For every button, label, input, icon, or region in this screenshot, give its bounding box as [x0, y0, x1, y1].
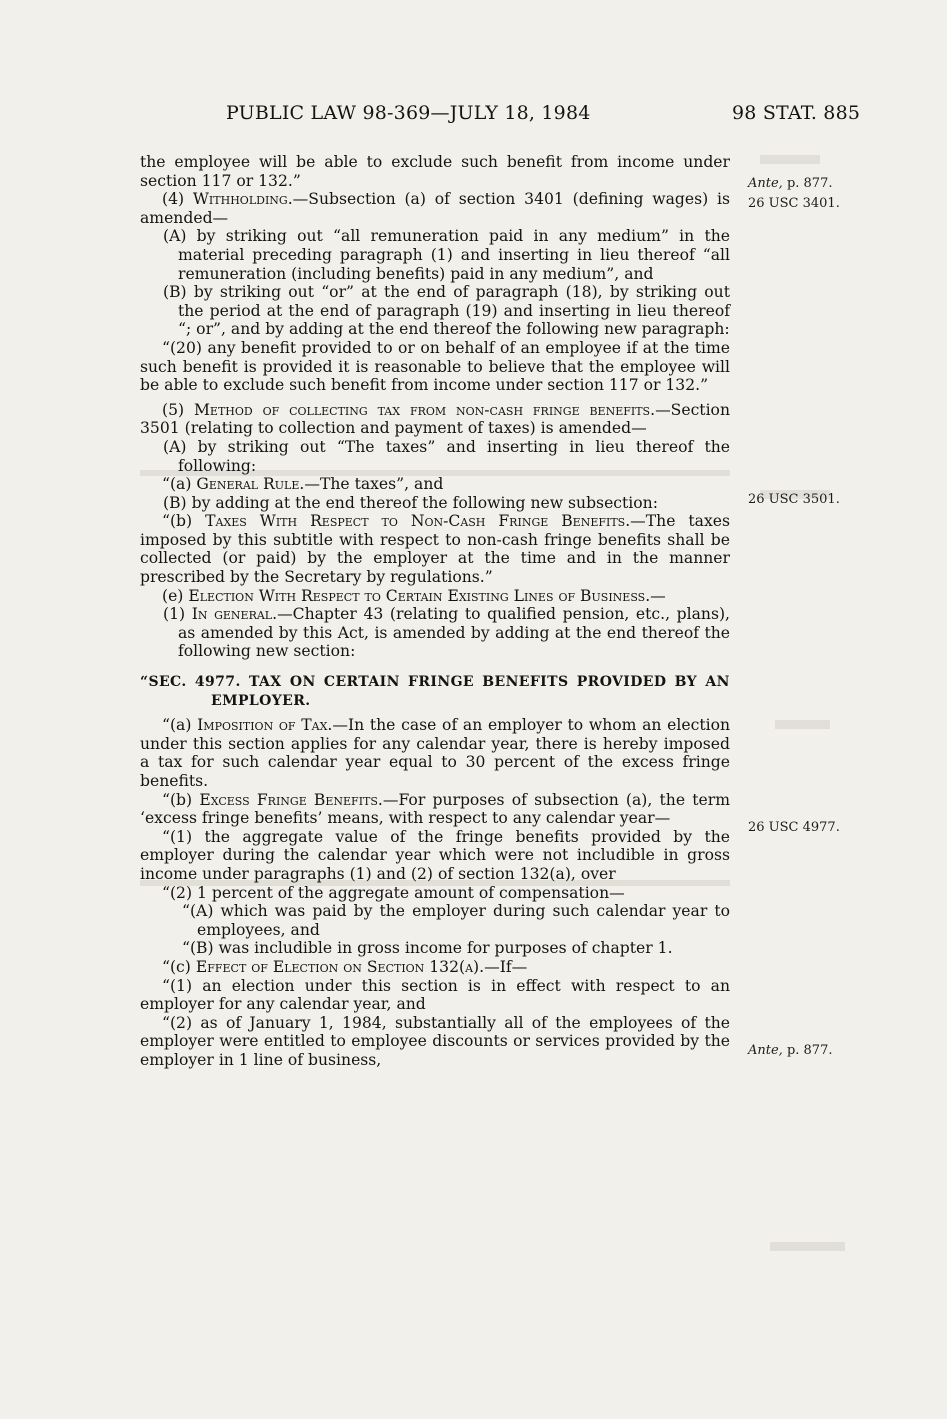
paragraph-heading: Imposition of Tax.: [197, 716, 333, 735]
running-header-title: PUBLIC LAW 98-369—JULY 18, 1984: [226, 102, 591, 124]
margin-note-usc-3401: 26 USC 3401.: [748, 196, 840, 211]
quoted-subsection-b: [140, 512, 730, 586]
paragraph-2-january-1984: “(2) as of January 1, 1984, substantially all of the employees of the employer were entitled to employee discounts or services provided by the employer in 1 line of business,: [140, 1013, 730, 1069]
quoted-paragraph-20: “(20) any benefit provided to or on behalf of an employee if at the time such benefit is provided it is reasonable to believe that the employee will be able to exclude such benefit from income under section 117 or 132.”: [140, 338, 730, 395]
paragraph-text: —For purposes of subsection (a), the term ‘excess fringe benefits’ means, with respect to any calendar year—: [140, 790, 730, 828]
subsection-a-imposition: [140, 716, 730, 790]
paragraph-2-one-percent: “(2) 1 percent of the aggregate amount of compensation—: [162, 883, 625, 902]
paragraph-5-method-of-collecting: [140, 401, 730, 438]
margin-note-usc-4977: 26 USC 4977.: [748, 820, 840, 835]
paragraph-text: —Subsection (a) of section 3401 (defining wages) is amended—: [140, 190, 730, 227]
paragraph-prefix: (e): [162, 586, 189, 605]
paragraph-heading: General Rule.: [196, 475, 305, 494]
subparagraph-a: (A) by striking out “all remuneration paid in any medium” in the material preceding paragraph (1) and inserting in lieu thereof “all remuneration (including benefits) paid in any medium”, and: [163, 227, 730, 283]
subsection-e-election: [140, 587, 730, 606]
paragraph-1-in-general: [140, 605, 730, 661]
paragraph-prefix: “(a): [162, 716, 198, 735]
subsection-b-excess-fringe-benefits: [140, 791, 730, 828]
margin-note-page: p. 877.: [782, 176, 833, 191]
paragraph-continuation: the employee will be able to exclude such benefit from income under section 117 or 132.”: [140, 153, 730, 190]
paragraph-1-aggregate-value: “(1) the aggregate value of the fringe benefits provided by the employer during the calendar year which were not includible in gross income under paragraphs (1) and (2) of section 132(a), over: [140, 827, 730, 883]
statute-body-text: [140, 153, 730, 1070]
paragraph-prefix: “(c): [162, 957, 196, 976]
quoted-subsection-a: [140, 475, 730, 494]
paragraph-heading: (5) Method of collecting tax from non-cash fringe benefits.: [162, 400, 656, 419]
paragraph-heading: Effect of Election on Section 132(a).: [195, 957, 485, 976]
margin-note-ante-877-b: [748, 1043, 832, 1058]
paragraph-text: —Section 3501 (relating to collection and payment of taxes) is amended—: [140, 400, 730, 438]
paragraph-text: —The taxes”, and: [304, 475, 444, 494]
statute-page-number: 98 STAT. 885: [732, 102, 861, 124]
margin-note-usc-3501: 26 USC 3501.: [748, 492, 840, 507]
margin-note-italic: Ante,: [748, 176, 783, 191]
subparagraph-a: (A) by striking out “The taxes” and inserting in lieu thereof the following:: [163, 437, 730, 475]
paragraph-heading: In general.: [191, 605, 278, 624]
paragraph-prefix: “(b): [162, 790, 200, 809]
paragraph-text: —In the case of an employer to whom an election under this section applies for any calendar year, there is hereby imposed a tax for such calendar year equal to 30 percent of the excess fringe benefits.: [140, 716, 731, 790]
subparagraph-b: (B) by striking out “or” at the end of paragraph (18), by striking out the period at the end of paragraph (19) and inserting in lieu thereof “; or”, and by adding at the end thereof the following new paragraph:: [163, 283, 730, 339]
paragraph-text: —If—: [484, 957, 528, 976]
paragraph-text: —Chapter 43 (relating to qualified pension, etc., plans), as amended by this Act, is amended by adding at the end thereof the following new section:: [178, 605, 730, 661]
subparagraph-a: “(A) which was paid by the employer during such calendar year to employees, and: [182, 902, 730, 939]
paragraph-text: —The taxes imposed by this subtitle with respect to non-cash fringe benefits shall be collected (or paid) by the employer at the time and in the manner prescribed by the Secretary by regulations.”: [140, 512, 730, 587]
paragraph-heading: (4) Withholding.: [162, 190, 293, 209]
paragraph-heading: Election With Respect to Certain Existing Lines of Business.: [188, 586, 651, 605]
paragraph-prefix: “(b): [162, 512, 206, 531]
paragraph-prefix: (1): [163, 605, 192, 624]
section-4977-heading: “SEC. 4977. TAX ON CERTAIN FRINGE BENEFITS PROVIDED BY AN EMPLOYER.: [140, 674, 730, 709]
subsection-c-effect-of-election: [140, 958, 730, 977]
subparagraph-b: “(B) was includible in gross income for purposes of chapter 1.: [182, 939, 673, 958]
margin-note-italic: Ante,: [748, 1043, 783, 1058]
subparagraph-b: (B) by adding at the end thereof the following new subsection:: [163, 493, 658, 512]
paragraph-heading: Taxes With Respect to Non-Cash Fringe Benefits.: [205, 512, 631, 531]
paragraph-heading: Excess Fringe Benefits.: [199, 790, 383, 809]
paragraph-1-election-in-effect: “(1) an election under this section is in effect with respect to an employer for any calendar year, and: [140, 976, 730, 1014]
margin-note-ante-877: [748, 176, 832, 191]
paragraph-4-withholding: [140, 190, 730, 227]
margin-note-page: p. 877.: [782, 1043, 833, 1058]
paragraph-text: —: [650, 586, 666, 605]
paragraph-prefix: “(a): [162, 475, 197, 494]
